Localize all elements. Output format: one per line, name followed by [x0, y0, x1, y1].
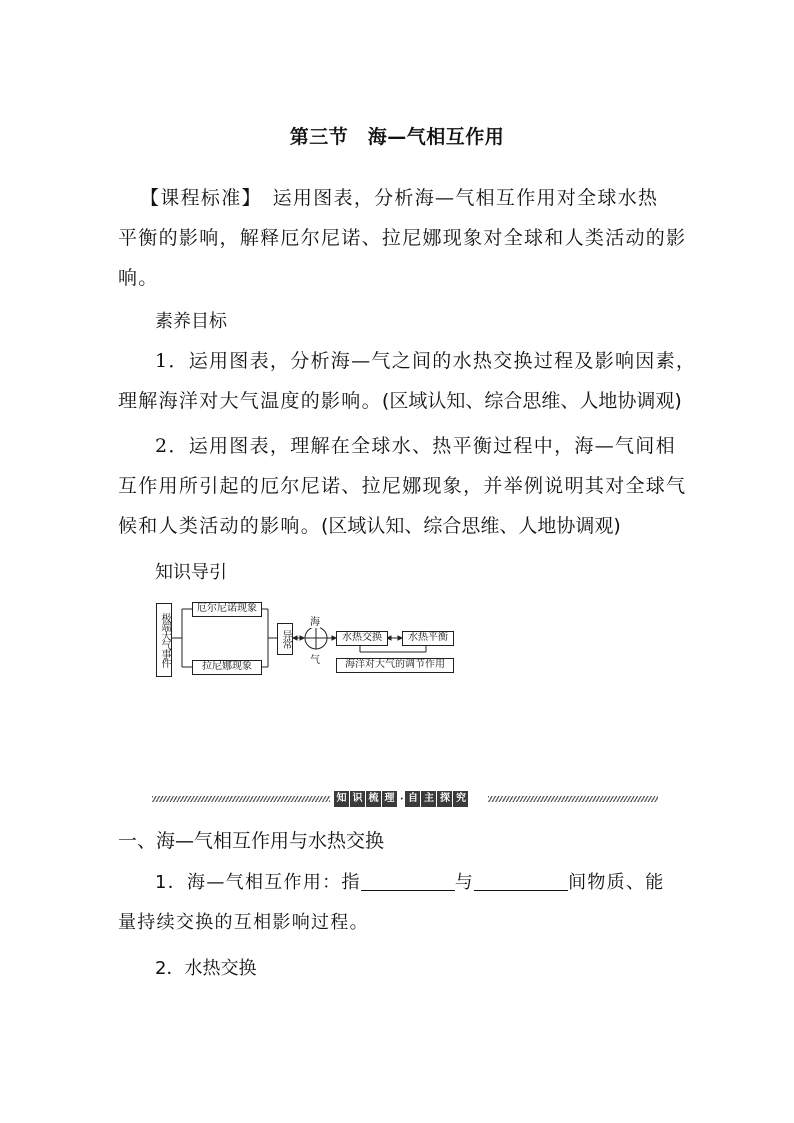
- diagram-water-heat-exchange-box: 水热交换: [336, 631, 388, 646]
- banner-char: 识: [350, 791, 365, 807]
- section-1-heading: 一、海—气相互作用与水热交换: [118, 830, 385, 852]
- banner-char: 知: [334, 791, 349, 807]
- banner-stripe-left: [152, 796, 330, 802]
- banner-char: 梳: [366, 791, 381, 807]
- diagram-sea-label: 海: [310, 613, 320, 628]
- item-1-text-a: 1．海—气相互作用：指: [155, 872, 361, 893]
- diagram-extreme-events-box: 极端大气事件: [156, 603, 172, 677]
- page-title: 第三节 海—气相互作用: [289, 126, 505, 148]
- goal-1-line2: 理解海洋对大气温度的影响。: [118, 390, 382, 412]
- curriculum-text-line3: 响。: [118, 267, 159, 289]
- blank-line-1: [361, 870, 455, 891]
- curriculum-text-line2: 平衡的影响，解释厄尔尼诺、拉尼娜现象对全球和人类活动的影: [118, 227, 687, 249]
- goal-1: [118, 341, 696, 421]
- banner-char: 究: [453, 791, 468, 807]
- blank-line-2: [474, 870, 568, 891]
- goal-1-line1: 1．运用图表，分析海—气之间的水热交换过程及影响因素，: [155, 350, 697, 372]
- banner-dot: ·: [400, 793, 404, 805]
- item-1-text-b: 与: [454, 872, 475, 893]
- diagram-regulation-box: 海洋对大气的调节作用: [336, 658, 454, 673]
- diagram-abnormal-box: 异常: [277, 623, 293, 655]
- item-1-text-c: 间物质、能: [568, 872, 665, 893]
- banner-char: 主: [421, 791, 436, 807]
- diagram-elnino-box: 厄尔尼诺现象: [192, 602, 262, 617]
- goal-2-competency: (区域认知、综合思维、人地协调观): [321, 515, 621, 537]
- banner-char: 探: [437, 791, 452, 807]
- curriculum-text-line1: 运用图表，分析海—气相互作用对全球水热: [252, 187, 659, 209]
- goal-2-line2: 互作用所引起的厄尔尼诺、拉尼娜现象，并举例说明其对全球气: [118, 475, 687, 497]
- banner-char: 自: [405, 791, 420, 807]
- diagram-air-label: 气: [310, 651, 320, 666]
- banner-stripe-right: [488, 796, 658, 802]
- section-1-item-1: [118, 862, 665, 943]
- goal-1-competency: (区域认知、综合思维、人地协调观): [381, 390, 682, 412]
- section-banner: [152, 790, 658, 808]
- knowledge-diagram: [150, 595, 460, 685]
- banner-tags: [334, 790, 469, 808]
- goal-2-line3: 候和人类活动的影响。: [118, 515, 322, 537]
- goal-2-line1: 2．运用图表，理解在全球水、热平衡过程中，海—气间相: [155, 435, 676, 457]
- curriculum-standard: [118, 178, 686, 298]
- item-1-line2: 量持续交换的互相影响过程。: [118, 912, 369, 933]
- section-1-item-2: 2．水热交换: [155, 958, 257, 979]
- knowledge-guide-heading: 知识导引: [155, 562, 227, 583]
- curriculum-label: 【课程标准】: [140, 187, 253, 209]
- diagram-lanina-box: 拉尼娜现象: [192, 660, 262, 675]
- banner-char: 理: [382, 791, 397, 807]
- literacy-goals-heading: 素养目标: [155, 311, 227, 332]
- diagram-water-heat-balance-box: 水热平衡: [402, 631, 454, 646]
- goal-2: [118, 426, 686, 546]
